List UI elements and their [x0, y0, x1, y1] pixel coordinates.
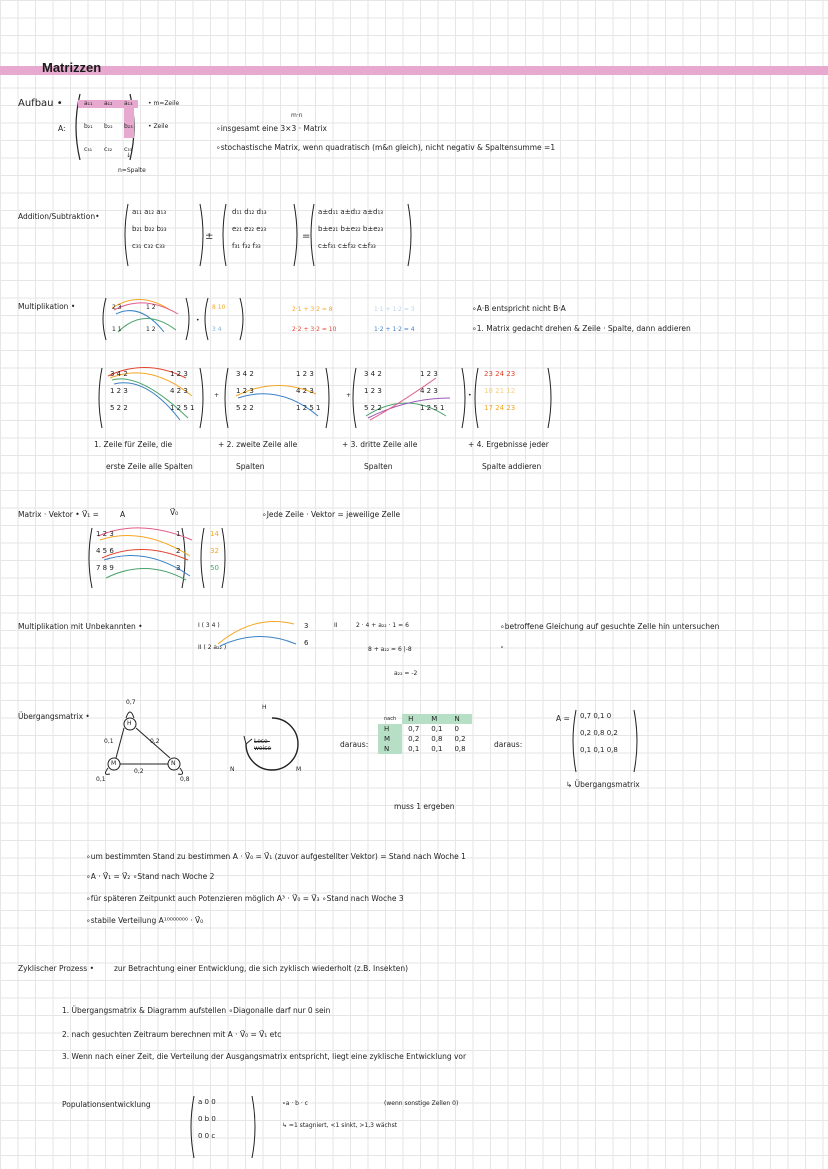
unbek-vec: 3 6 — [304, 622, 309, 647]
a-label: A = — [556, 714, 570, 723]
title-highlight — [0, 66, 828, 75]
mult-calc3: 1·1 + 1·2 = 3 — [374, 306, 415, 313]
addition-label: Addition/Subtraktion• — [18, 212, 100, 221]
edge-1: 0,7 — [126, 699, 136, 706]
aufbau-row3c: c₃₃ — [124, 146, 133, 153]
pop-note1: ∘a · b · c — [282, 1100, 308, 1107]
step1: 1. Zeile für Zeile, die — [94, 440, 173, 449]
aufbau-row2a: b₂₁ — [84, 123, 93, 130]
table-row: M 0,2 0,8 0,2 — [378, 734, 472, 744]
vektor-v0: V⃗₀ — [170, 508, 179, 517]
edge-4: 0,2 — [134, 768, 144, 775]
add-m1: a₁₁ a₁₂ a₁₃ b₂₁ b₂₂ b₂₃ c₃₁ c₃₂ c₃₃ — [132, 208, 167, 250]
edge-6: 0,8 — [180, 776, 190, 783]
aufbau-row3a: c₃₁ — [84, 146, 93, 153]
vektor-res: 14 32 50 — [210, 530, 219, 572]
table-row: N 0,1 0,1 0,8 — [378, 744, 472, 754]
unbek-eq1: 2 · 4 + a₂₂ · 1 = 6 — [356, 622, 409, 629]
unbek-row1: I ( 3 4 ) — [198, 622, 220, 629]
pop-matrix: a 0 0 0 b 0 0 0 c — [198, 1098, 216, 1140]
tbl-head-1: H — [402, 714, 425, 724]
aufbau-note1: ∘insgesamt eine 3×3 · Matrix — [216, 124, 327, 133]
note-0: ∘um bestimmten Stand zu bestimmen A · V⃗₀ = V⃗₁ (zuvor aufgestellter Vektor) = Stand nach Woche 1 — [86, 852, 466, 861]
aufbau-row1c: a₁₃ — [124, 100, 133, 107]
vektor-note: ∘Jede Zeile · Vektor = jeweilige Zelle — [262, 510, 401, 519]
unbek-bullet: ∘ — [500, 644, 504, 651]
node-h: H — [127, 720, 132, 727]
big-m1-c: 3 4 2 1 2 3 5 2 2 — [364, 370, 382, 412]
tbl-head-2: M — [425, 714, 448, 724]
big-m2-c: 1 2 3 4 2 3 1 2 5 1 — [420, 370, 445, 412]
page-title: Matrizzen — [42, 60, 102, 75]
table-row: H 0,7 0,1 0 — [378, 724, 472, 734]
zyklisch-intro: zur Betrachtung einer Entwicklung, die sich zyklisch wiederholt (z.B. Insekten) — [114, 964, 409, 973]
aufbau-label: Aufbau • — [18, 98, 63, 109]
step3b: Spalten — [364, 462, 393, 471]
add-m2: d₁₁ d₁₂ d₁₃ e₂₁ e₂₂ e₂₃ f₃₁ f₃₂ f₃₃ — [232, 208, 267, 250]
mult-m1-r2: 1 1 — [112, 326, 122, 333]
mult-note1: ∘A·B entspricht nicht B·A — [472, 304, 566, 313]
daraus-2: daraus: — [494, 740, 523, 749]
unbek-arcs — [214, 614, 314, 654]
uebergang-label: Übergangsmatrix • — [18, 712, 90, 721]
aufbau-note2: ∘stochastische Matrix, wenn quadratisch (m&n gleich), nicht negativ & Spaltensumme =1 — [216, 143, 556, 152]
edge-2: 0,1 — [104, 738, 114, 745]
mult-res-r2: 3 4 — [212, 326, 222, 333]
unbek-eq3: a₂₂ = -2 — [394, 670, 418, 677]
uebergang-table — [378, 714, 472, 754]
mult-calc4: 1·2 + 1·2 = 4 — [374, 326, 415, 333]
add-eq: = — [302, 231, 311, 242]
aufbau-m-label: • m=Zeile — [148, 100, 180, 107]
zyklisch-step-2: 2. nach gesuchten Zeitraum berechnen mit A · V⃗₀ = V⃗₁ etc — [62, 1030, 282, 1039]
cycle-left: N — [230, 766, 235, 773]
mult-small-matrices — [100, 296, 250, 342]
big-m2-b: 1 2 3 4 2 3 1 2 5 1 — [296, 370, 321, 412]
uebergang-diagram — [100, 700, 190, 790]
unbek-label: Multiplikation mit Unbekannten • — [18, 622, 143, 631]
aufbau-row1b: a₁₂ — [104, 100, 113, 107]
mult-label: Multiplikation • — [18, 302, 76, 311]
big-m2-a: 1 2 3 4 2 3 1 2 5 1 — [170, 370, 195, 412]
vektor-v: 1 2 3 — [176, 530, 181, 572]
tbl-head-3: N — [448, 714, 471, 724]
step3: + 3. dritte Zeile alle — [342, 440, 418, 449]
note-1: ∘A · V⃗₁ = V⃗₂ ∘Stand nach Woche 2 — [86, 872, 215, 881]
unbek-eq0: II — [334, 622, 338, 629]
aufbau-zeile-label: • Zeile — [148, 123, 169, 130]
pop-note1b: (wenn sonstige Zellen 0) — [384, 1100, 459, 1107]
unbek-eq2: 8 + a₂₂ = 6 |-8 — [368, 646, 412, 653]
zyklisch-label: Zyklischer Prozess • — [18, 964, 95, 973]
big-m1-a: 3 4 2 1 2 3 5 2 2 — [110, 370, 128, 412]
pop-note2: ↳ =1 stagniert, <1 sinkt, >1,3 wächst — [282, 1122, 398, 1129]
step4b: Spalte addieren — [482, 462, 542, 471]
edge-3: 0,2 — [150, 738, 160, 745]
mult-m1-r1: 2 3 — [112, 304, 122, 311]
add-m3: a±d₁₁ a±d₁₂ a±d₁₃ b±e₂₁ b±e₂₂ b±e₂₃ c±f₃₁ c±f₃₂ c±f₃₃ — [318, 208, 384, 250]
vektor-a: A — [120, 510, 126, 519]
cycle-center: Lese-weise — [254, 738, 272, 752]
add-op: ± — [205, 231, 214, 242]
aufbau-row2b: b₂₂ — [104, 123, 113, 130]
cycle-top: H — [262, 704, 267, 711]
step2b: Spalten — [236, 462, 265, 471]
note-2: ∘für späteren Zeitpunkt auch Potenzieren möglich A³ · V⃗₀ = V⃗₃ ∘Stand nach Woche 3 — [86, 894, 404, 903]
aufbau-mn: m·n — [291, 112, 303, 119]
edge-5: 0,1 — [96, 776, 106, 783]
vektor-m: 1 2 3 4 5 6 7 8 9 — [96, 530, 114, 572]
step4: + 4. Ergebnisse jeder — [468, 440, 549, 449]
step1b: erste Zeile alle Spalten — [106, 462, 193, 471]
aufbau-row2c: b₂₃ — [124, 123, 133, 130]
mult-note2: ∘1. Matrix gedacht drehen & Zeile · Spalte, dann addieren — [472, 324, 691, 333]
step2: + 2. zweite Zeile alle — [218, 440, 298, 449]
unbek-row2: II ( 2 a₂₂ ) — [198, 644, 227, 651]
mult-res-r1: 8 10 — [212, 304, 226, 311]
aufbau-n-label: n=Spalte — [118, 167, 146, 174]
aufbau-row1: a₁₁ — [84, 100, 93, 107]
vektor-label: Matrix · Vektor • V⃗₁ = — [18, 510, 99, 519]
cycle-right: M — [296, 766, 302, 773]
pop-label: Populationsentwicklung — [62, 1100, 151, 1109]
mult-m2-r1: 1 2 — [146, 304, 156, 311]
mult-calc2: 2·2 + 3·2 = 10 — [292, 326, 337, 333]
note-3: ∘stabile Verteilung A¹⁰⁰⁰⁰⁰⁰⁰ · V⃗₀ — [86, 916, 204, 925]
mult-m2-r2: 1 2 — [146, 326, 156, 333]
node-m: M — [111, 760, 117, 767]
node-n: N — [171, 760, 176, 767]
aufbau-row3b: c₃₂ — [104, 146, 113, 153]
big-m1-b: 3 4 2 1 2 3 5 2 2 — [236, 370, 254, 412]
tbl-note: muss 1 ergeben — [394, 802, 455, 811]
unbek-note: ∘betroffene Gleichung auf gesuchte Zelle hin untersuchen — [500, 622, 720, 631]
aufbau-a-label: A: — [58, 124, 66, 133]
a-matrix: 0,7 0,1 0 0,2 0,8 0,2 0,1 0,1 0,8 — [580, 712, 618, 754]
daraus-1: daraus: — [340, 740, 369, 749]
a-note: ↳ Übergangsmatrix — [566, 780, 640, 789]
tbl-head-0: nach — [384, 716, 397, 722]
mult-calc1: 2·1 + 3·2 = 8 — [292, 306, 333, 313]
zyklisch-step-1: 1. Übergangsmatrix & Diagramm aufstellen ∘Diagonalle darf nur 0 sein — [62, 1006, 331, 1015]
zyklisch-step-3: 3. Wenn nach einer Zeit, die Verteilung der Ausgangsmatrix entspricht, liegt eine zyklische Entwicklung vor — [62, 1052, 467, 1061]
big-res: 23 24 23 18 21 12 17 24 23 — [484, 370, 516, 412]
